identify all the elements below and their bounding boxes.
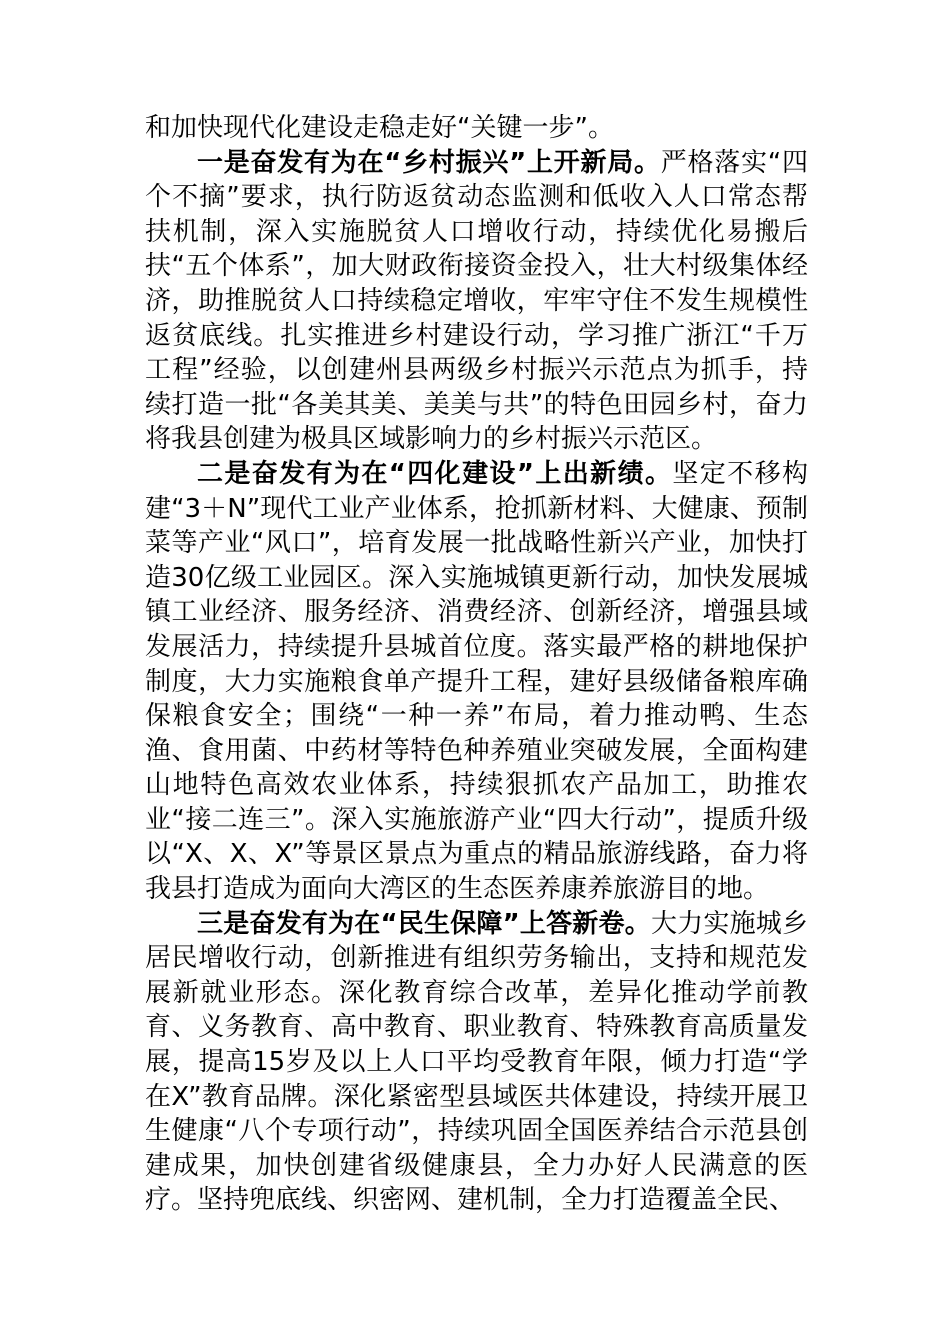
paragraph-heading: 二是奋发有为在“四化建设”上出新绩。 [197,458,673,489]
paragraph-intro-tail [145,111,808,146]
paragraph-rural-revitalization [145,146,808,457]
paragraph-heading: 三是奋发有为在“民生保障”上答新卷。 [197,908,651,939]
paragraph-four-modernizations [145,457,808,907]
document-page [145,111,808,1218]
paragraph-livelihood-security [145,907,808,1218]
paragraph-text: 坚定不移构建“3＋N”现代工业产业体系，抢抓新材料、大健康、预制菜等产业“风口”，培育发展一批战略性新兴产业，加快打造30亿级工业园区。深入实施城镇更新行动，加快发展城镇工业经济、服务经济、消费经济、创新经济，增强县域发展活力，持续提升县城首位度。落实最严格的耕地保护制度，大力实施粮食单产提升工程，建好县级储备粮库确保粮食安全；围绕“一种一养”布局，着力推动鸭、生态渔、食用菌、中药材等特色种养殖业突破发展，全面构建山地特色高效农业体系，持续狠抓农产品加工，助推农业“接二连三”。深入实施旅游产业“四大行动”，提质升级以“X、X、X”等景区景点为重点的精品旅游线路，奋力将我县打造成为面向大湾区的生态医养康养旅游目的地。 [145,458,808,905]
paragraph-text: 大力实施城乡居民增收行动，创新推进有组织劳务输出，支持和规范发展新就业形态。深化教育综合改革，差异化推动学前教育、义务教育、高中教育、职业教育、特殊教育高质量发展，提高15岁及以上人口平均受教育年限，倾力打造“学在X”教育品牌。深化紧密型县域医共体建设，持续开展卫生健康“八个专项行动”，持续巩固全国医养结合示范县创建成果，加快创建省级健康县，全力办好人民满意的医疗。坚持兜底线、织密网、建机制，全力打造覆盖全民、 [145,908,808,1216]
paragraph-heading: 一是奋发有为在“乡村振兴”上开新局。 [197,147,661,178]
paragraph-text: 严格落实“四个不摘”要求，执行防返贫动态监测和低收入人口常态帮扶机制，深入实施脱贫人口增收行动，持续优化易搬后扶“五个体系”，加大财政衔接资金投入，壮大村级集体经济，助推脱贫人口持续稳定增收，牢牢守住不发生规模性返贫底线。扎实推进乡村建设行动，学习推广浙江“千万工程”经验，以创建州县两级乡村振兴示范点为抓手，持续打造一批“各美其美、美美与共”的特色田园乡村，奋力将我县创建为极具区域影响力的乡村振兴示范区。 [145,147,808,455]
paragraph-text: 和加快现代化建设走稳走好“关键一步”。 [145,113,614,143]
